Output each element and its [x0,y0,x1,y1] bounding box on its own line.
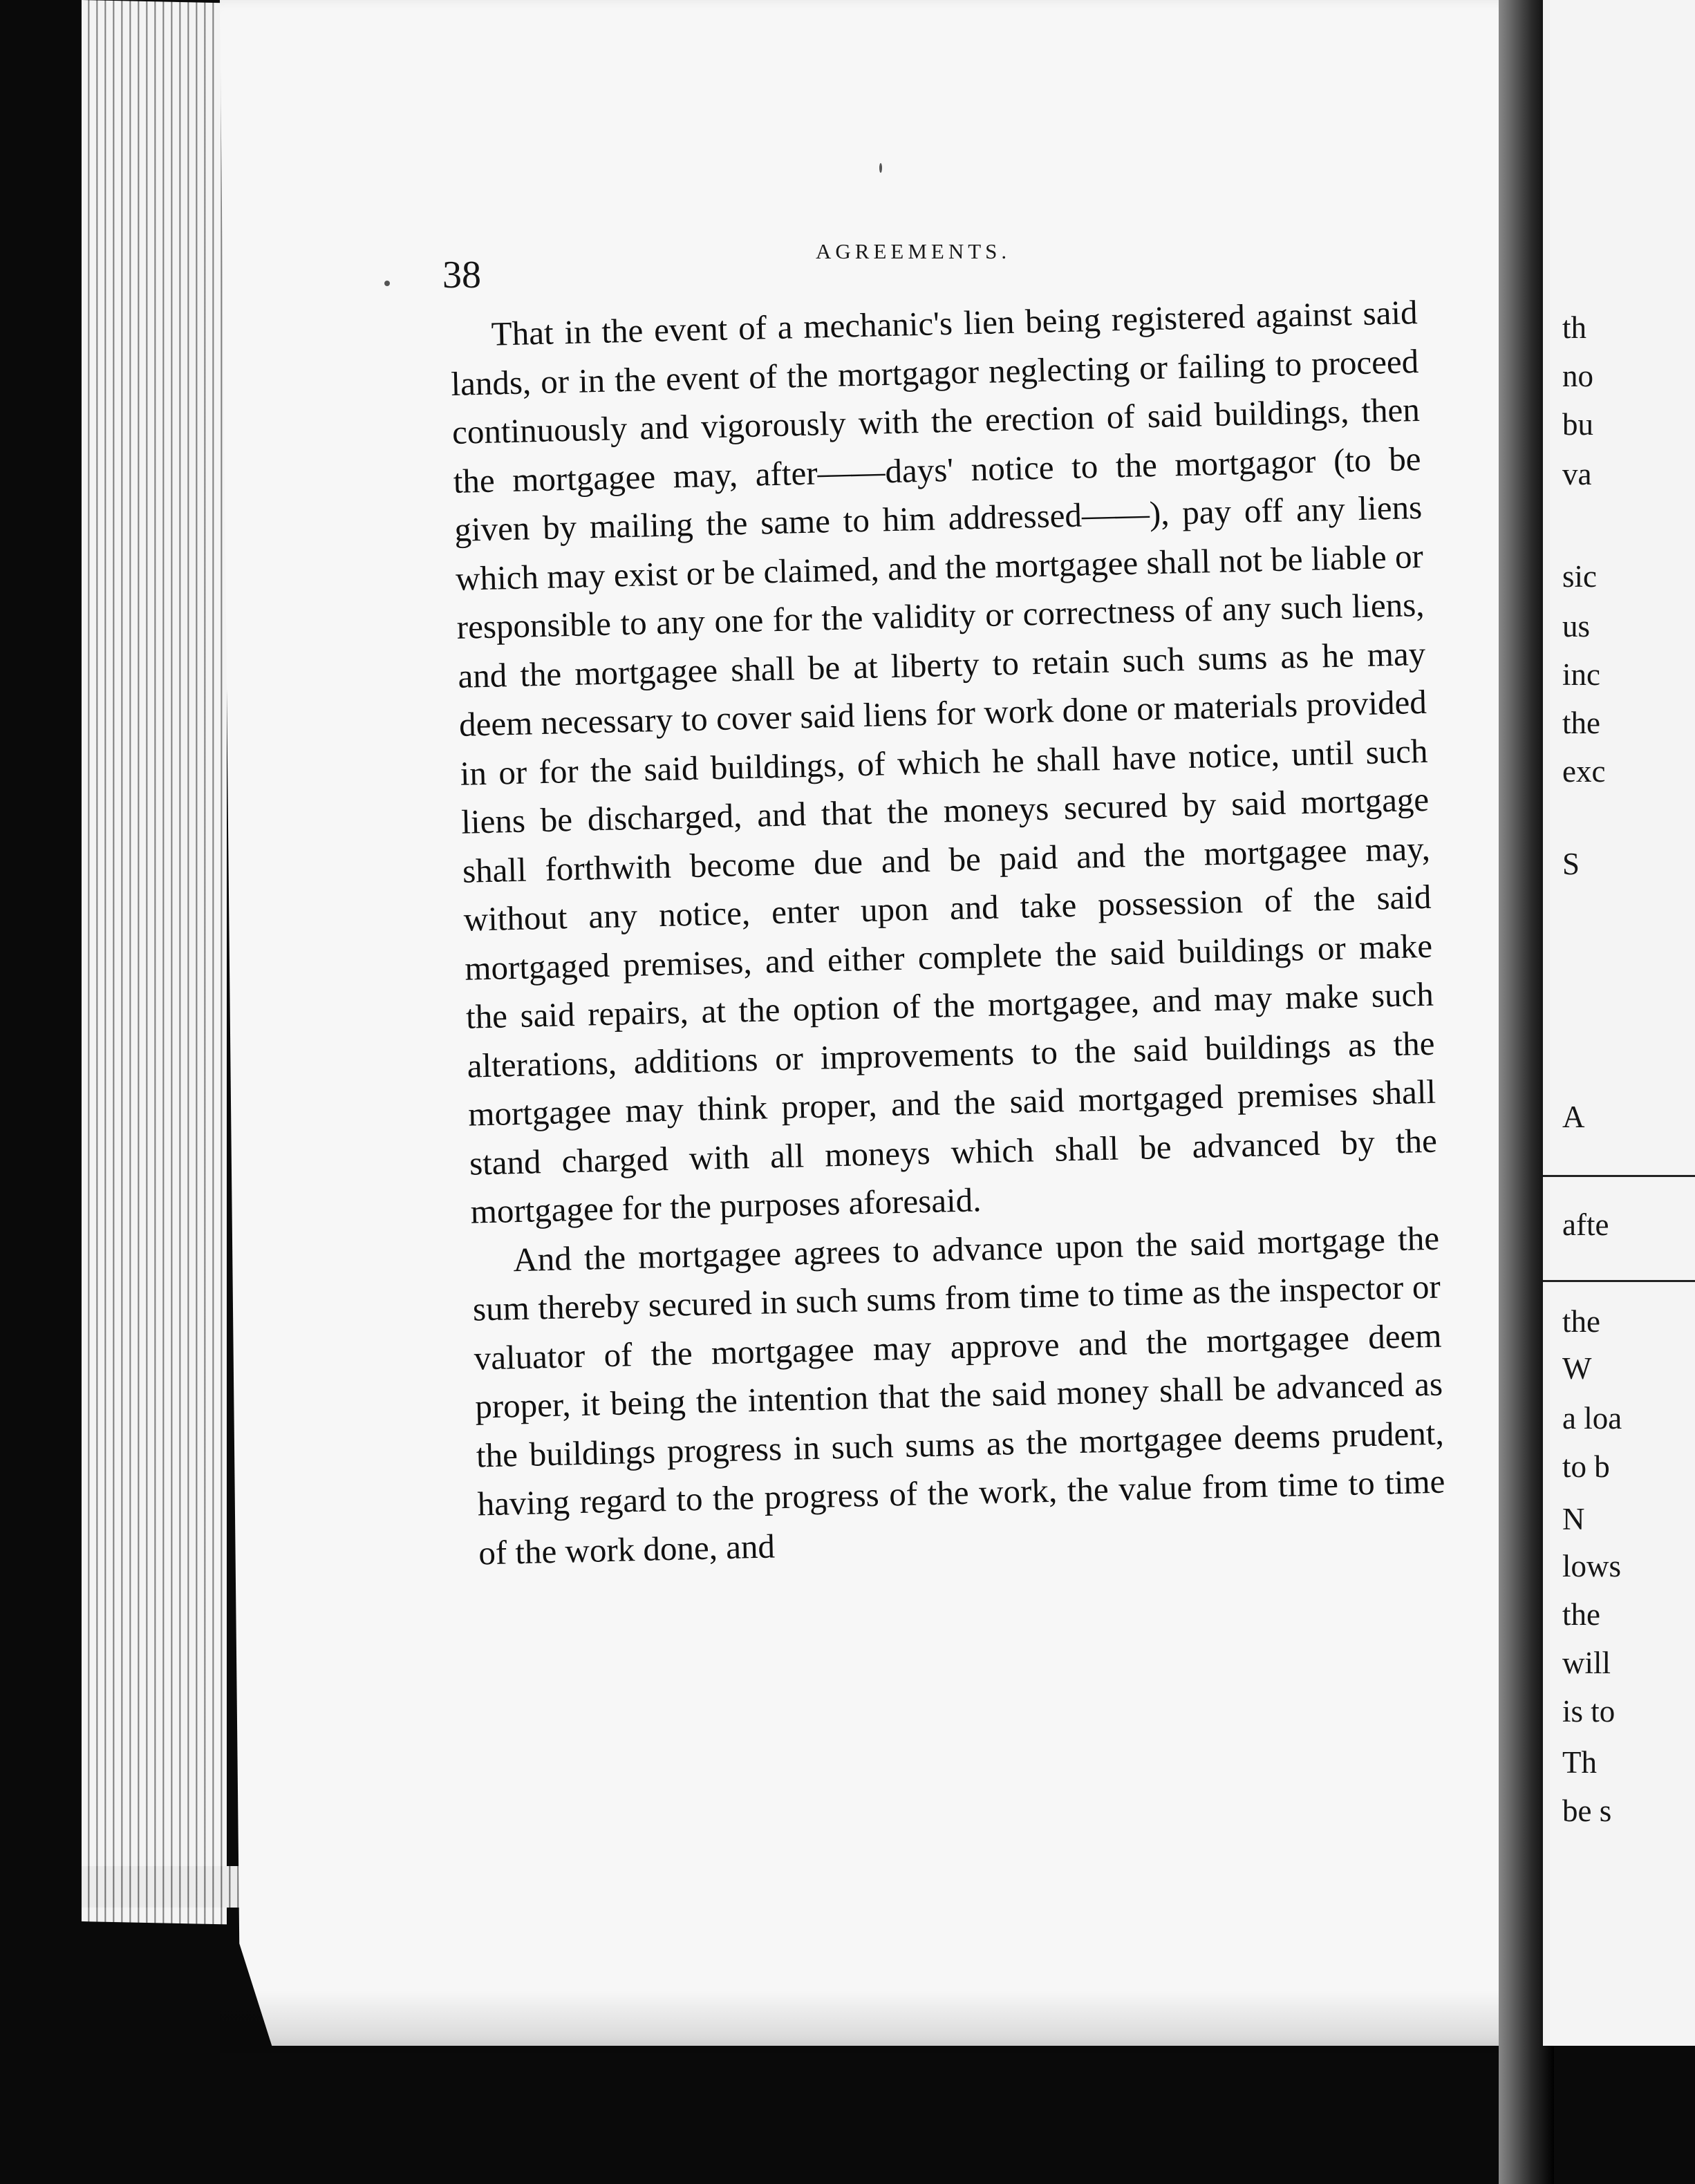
opposite-page-fragment: be s [1562,1794,1612,1828]
opposite-page-rule [1543,1280,1695,1282]
opposite-page-fragment: is to [1562,1694,1616,1729]
opposite-page-fragment: the [1562,1304,1600,1339]
opposite-page-fragment: bu [1562,407,1593,442]
opposite-page-fragment: inc [1562,657,1600,692]
page-edges-bottom [82,1866,261,1908]
opposite-page-fragment: th [1562,310,1587,345]
opposite-page-fragment: to b [1562,1449,1610,1484]
opposite-page-fragment: lows [1562,1549,1622,1583]
opposite-page-fragment: va [1562,457,1592,491]
scan-speck [879,163,882,173]
opposite-page-fragment: Th [1562,1745,1597,1780]
opposite-page-fragment: the [1562,1597,1600,1632]
page-edges [82,0,227,1924]
opposite-page-fragment: sic [1562,559,1597,594]
opposite-page-fragment: no [1562,359,1593,393]
opposite-page-fragment: will [1562,1646,1611,1680]
paragraph: That in the event of a mechanic's lien being registered against said lands, or in the event of the mortgagor neglecting or failing to proceed continuously and vigorously with the erection of said buildings, then the mortgagee may, after——days' notice to the mortgagor (to be given by mailing the same to him addressed——), pay off any liens which may exist or be claimed, and the mortgagee shall not be liable or responsible to any one for the validity or correctness of any such liens, and the mortgagee shall be at liberty to retain such sums as he may deem necessary to cover said liens for work done or materials provided in or for the said buildings, of which he shall have notice, until such liens be discharged, and that the moneys secured by said mortgage shall forthwith become due and be paid and the mortgagee may, without any notice, enter upon and take possession of the said mortgaged premises, and either complete the said buildings or make the said repairs, at the option of the mortgagee, and may make such alterations, additions or improvements to the said buildings as the mortgagee may think proper, and the said mortgaged premises shall stand charged with all moneys which shall be advanced by the mortgagee for the purposes aforesaid. [450,293,1438,1231]
opposite-page-fragment: the [1562,706,1600,740]
opposite-page-fragment: a loa [1562,1401,1622,1435]
scan-speck [384,281,390,286]
paragraph: And the mortgagee agrees to advance upon the said mortgage the sum thereby secured in such sums from time to time as the inspector or valuator of the mortgagee may approve and the mortgagee deem proper, it being the intention that the said money shall be advanced as the buildings progress in such sums as the mortgagee deems prudent, having regard to the progress of the work, the value from time to time of the work done, and [472,1218,1445,1572]
page-shadow [220,1990,1521,2053]
opposite-page-rule [1543,1175,1695,1177]
opposite-page-fragment: A [1562,1100,1585,1134]
opposite-page-fragment: W [1562,1351,1592,1386]
opposite-page-fragment: S [1562,847,1580,881]
page-number: 38 [442,254,481,296]
running-head: AGREEMENTS. [816,239,1011,263]
opposite-page [1543,0,1695,2046]
opposite-page-fragment: N [1562,1502,1585,1536]
opposite-page-fragment: us [1562,609,1591,643]
opposite-page-fragment: afte [1562,1207,1609,1242]
body-text [449,288,1447,1577]
opposite-page-fragment: exc [1562,754,1606,789]
